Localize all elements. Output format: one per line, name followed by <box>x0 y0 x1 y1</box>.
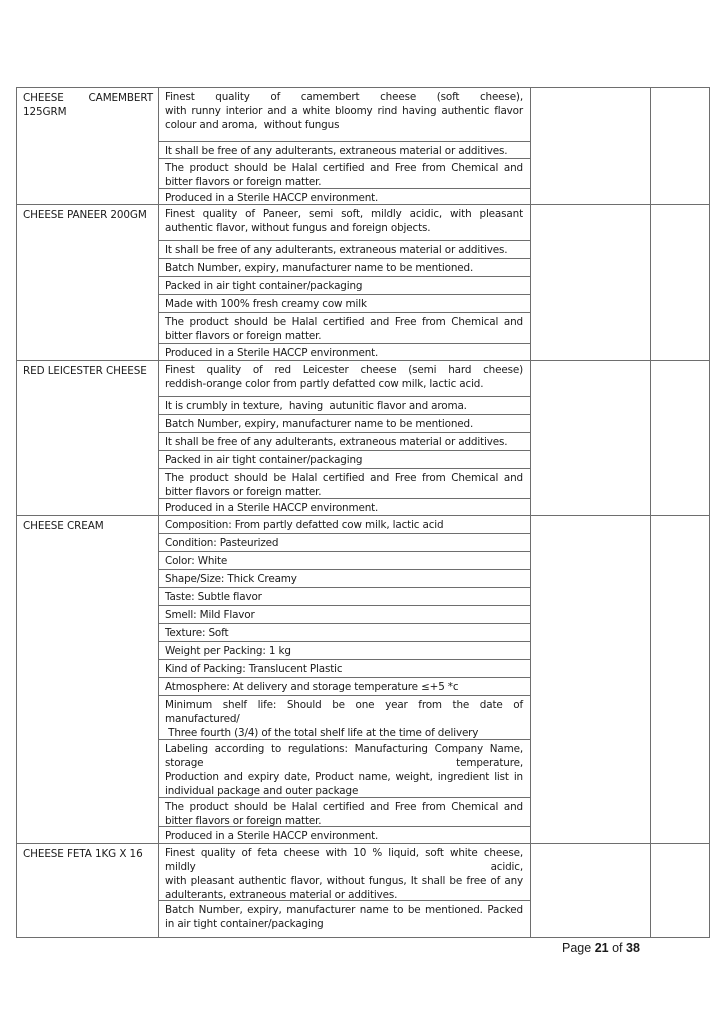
spec-line: Labeling according to regulations: Manufacturing Company Name, <box>165 743 523 755</box>
spec-divider <box>159 141 530 142</box>
spec-line: bitter flavors or foreign matter. <box>165 176 322 188</box>
spec-cell <box>165 903 523 931</box>
spec-cell <box>165 435 523 449</box>
spec-divider <box>159 432 530 433</box>
product-name <box>23 847 153 861</box>
spec-line: Taste: Subtle flavor <box>165 591 262 603</box>
spec-cell <box>165 501 523 515</box>
product-name <box>23 364 153 378</box>
spec-cell <box>165 261 523 275</box>
spec-line: storage temperature, <box>165 757 523 769</box>
spec-divider <box>159 605 530 606</box>
spec-line: Three fourth (3/4) of the total shelf life at the time of delivery <box>165 727 479 739</box>
spec-line: with pleasant authentic flavor, without fungus, It shall be free of any <box>165 875 523 887</box>
spec-cell <box>165 279 523 293</box>
spec-divider <box>159 551 530 552</box>
page-total: 38 <box>626 941 640 955</box>
page-of: of <box>612 941 623 955</box>
spec-cell <box>165 680 523 694</box>
spec-divider <box>159 450 530 451</box>
product-name-line: RED LEICESTER CHEESE <box>23 365 147 377</box>
spec-divider <box>159 826 530 827</box>
spec-line: adulterants, extraneous material or additives. <box>165 889 398 901</box>
spec-line: bitter flavors or foreign matter. <box>165 486 322 498</box>
spec-divider <box>159 468 530 469</box>
spec-line: authentic flavor, without fungus and foreign objects. <box>165 222 431 234</box>
spec-cell <box>165 453 523 467</box>
product-name-line: CHEESE PANEER 200GM <box>23 209 147 221</box>
spec-line: Finest quality of camembert cheese (soft cheese), <box>165 91 523 103</box>
spec-line: bitter flavors or foreign matter. <box>165 815 322 827</box>
row-divider <box>17 360 709 361</box>
spec-line: in air tight container/packaging <box>165 918 324 930</box>
spec-divider <box>159 240 530 241</box>
spec-cell <box>165 243 523 257</box>
spec-cell <box>165 800 523 828</box>
spec-line: mildly acidic, <box>165 861 523 873</box>
spec-line: with runny interior and a white bloomy rind having authentic flavor <box>165 105 523 117</box>
spec-cell <box>165 829 523 843</box>
spec-line: Produced in a Sterile HACCP environment. <box>165 830 379 842</box>
spec-cell <box>165 363 523 391</box>
spec-divider <box>159 258 530 259</box>
spec-divider <box>159 641 530 642</box>
spec-cell <box>165 590 523 604</box>
spec-line: Produced in a Sterile HACCP environment. <box>165 502 379 514</box>
spec-line: The product should be Halal certified and Free from Chemical and <box>165 472 523 484</box>
spec-line: The product should be Halal certified and Free from Chemical and <box>165 801 523 813</box>
spec-cell <box>165 144 523 158</box>
spec-divider <box>159 623 530 624</box>
spec-line: Finest quality of feta cheese with 10 % liquid, soft white cheese, <box>165 847 523 859</box>
spec-cell <box>165 536 523 550</box>
product-name <box>23 91 153 119</box>
spec-line: Texture: Soft <box>165 627 229 639</box>
page-current: 21 <box>594 941 609 955</box>
product-name <box>23 208 153 222</box>
product-name-line: 125GRM <box>23 106 67 118</box>
spec-divider <box>159 677 530 678</box>
spec-divider <box>159 797 530 798</box>
spec-cell <box>165 346 523 360</box>
spec-line: The product should be Halal certified and Free from Chemical and <box>165 162 523 174</box>
spec-cell <box>165 608 523 622</box>
spec-divider <box>159 533 530 534</box>
spec-divider <box>159 900 530 901</box>
spec-divider <box>159 396 530 397</box>
spec-cell <box>165 518 523 532</box>
row-divider <box>17 843 709 844</box>
spec-line: manufactured/ <box>165 713 240 725</box>
spec-cell <box>165 207 523 235</box>
product-name-line: CHEESE CREAM <box>23 520 104 532</box>
spec-line: Color: White <box>165 555 228 567</box>
spec-line: colour and aroma, without fungus <box>165 119 340 131</box>
spec-divider <box>159 276 530 277</box>
spec-line: Shape/Size: Thick Creamy <box>165 573 297 585</box>
spec-divider <box>159 414 530 415</box>
spec-cell <box>165 572 523 586</box>
spec-line: It is crumbly in texture, having autunitic flavor and aroma. <box>165 400 467 412</box>
spec-line: Atmosphere: At delivery and storage temperature ≤+5 *c <box>165 681 459 693</box>
spec-line: It shall be free of any adulterants, extraneous material or additives. <box>165 244 508 256</box>
spec-line: reddish-orange color from partly defatted cow milk, lactic acid. <box>165 378 484 390</box>
spec-line: It shall be free of any adulterants, extraneous material or additives. <box>165 145 508 157</box>
spec-divider <box>159 343 530 344</box>
spec-divider <box>159 294 530 295</box>
spec-divider <box>159 569 530 570</box>
row-divider <box>17 204 709 205</box>
spec-cell <box>165 297 523 311</box>
spec-cell <box>165 471 523 499</box>
spec-cell <box>165 644 523 658</box>
spec-cell <box>165 742 523 798</box>
spec-line: Smell: Mild Flavor <box>165 609 255 621</box>
spec-cell <box>165 191 523 205</box>
spec-divider <box>159 659 530 660</box>
spec-line: Composition: From partly defatted cow milk, lactic acid <box>165 519 444 531</box>
spec-cell <box>165 399 523 413</box>
spec-cell <box>165 161 523 189</box>
row-divider <box>17 515 709 516</box>
spec-line: Batch Number, expiry, manufacturer name to be mentioned. <box>165 418 474 430</box>
spec-cell <box>165 662 523 676</box>
spec-line: Produced in a Sterile HACCP environment. <box>165 192 379 204</box>
spec-line: Made with 100% fresh creamy cow milk <box>165 298 367 310</box>
spec-divider <box>159 498 530 499</box>
column-divider <box>158 88 159 937</box>
spec-divider <box>159 188 530 189</box>
spec-line: Condition: Pasteurized <box>165 537 279 549</box>
spec-line: Kind of Packing: Translucent Plastic <box>165 663 343 675</box>
spec-line: Weight per Packing: 1 kg <box>165 645 291 657</box>
spec-cell <box>165 417 523 431</box>
product-name <box>23 519 153 533</box>
spec-line: Minimum shelf life: Should be one year from the date of <box>165 699 523 711</box>
spec-cell <box>165 626 523 640</box>
spec-divider <box>159 695 530 696</box>
spec-line: Packed in air tight container/packaging <box>165 454 363 466</box>
spec-line: Produced in a Sterile HACCP environment. <box>165 347 379 359</box>
spec-divider <box>159 587 530 588</box>
spec-cell <box>165 315 523 343</box>
spec-line: Batch Number, expiry, manufacturer name to be mentioned. Packed <box>165 904 523 916</box>
page-label: Page <box>562 941 592 955</box>
spec-line: It shall be free of any adulterants, extraneous material or additives. <box>165 436 508 448</box>
spec-line: Finest quality of Paneer, semi soft, mildly acidic, with pleasant <box>165 208 523 220</box>
column-divider <box>650 88 651 937</box>
spec-line: Finest quality of red Leicester cheese (semi hard cheese) <box>165 364 523 376</box>
spec-cell <box>165 846 523 902</box>
spec-cell <box>165 90 523 132</box>
spec-cell <box>165 554 523 568</box>
spec-divider <box>159 158 530 159</box>
spec-line: Production and expiry date, Product name, weight, ingredient list in <box>165 771 523 783</box>
column-divider <box>530 88 531 937</box>
spec-line: individual package and outer package <box>165 785 359 797</box>
spec-line: Batch Number, expiry, manufacturer name to be mentioned. <box>165 262 474 274</box>
spec-divider <box>159 739 530 740</box>
spec-divider <box>159 312 530 313</box>
specification-table <box>16 87 710 938</box>
spec-line: bitter flavors or foreign matter. <box>165 330 322 342</box>
spec-line: The product should be Halal certified and Free from Chemical and <box>165 316 523 328</box>
product-name-line: CHEESE CAMEMBERT <box>23 92 153 104</box>
spec-cell <box>165 698 523 740</box>
product-name-line: CHEESE FETA 1KG X 16 <box>23 848 143 860</box>
spec-line: Packed in air tight container/packaging <box>165 280 363 292</box>
page-number <box>562 941 640 955</box>
